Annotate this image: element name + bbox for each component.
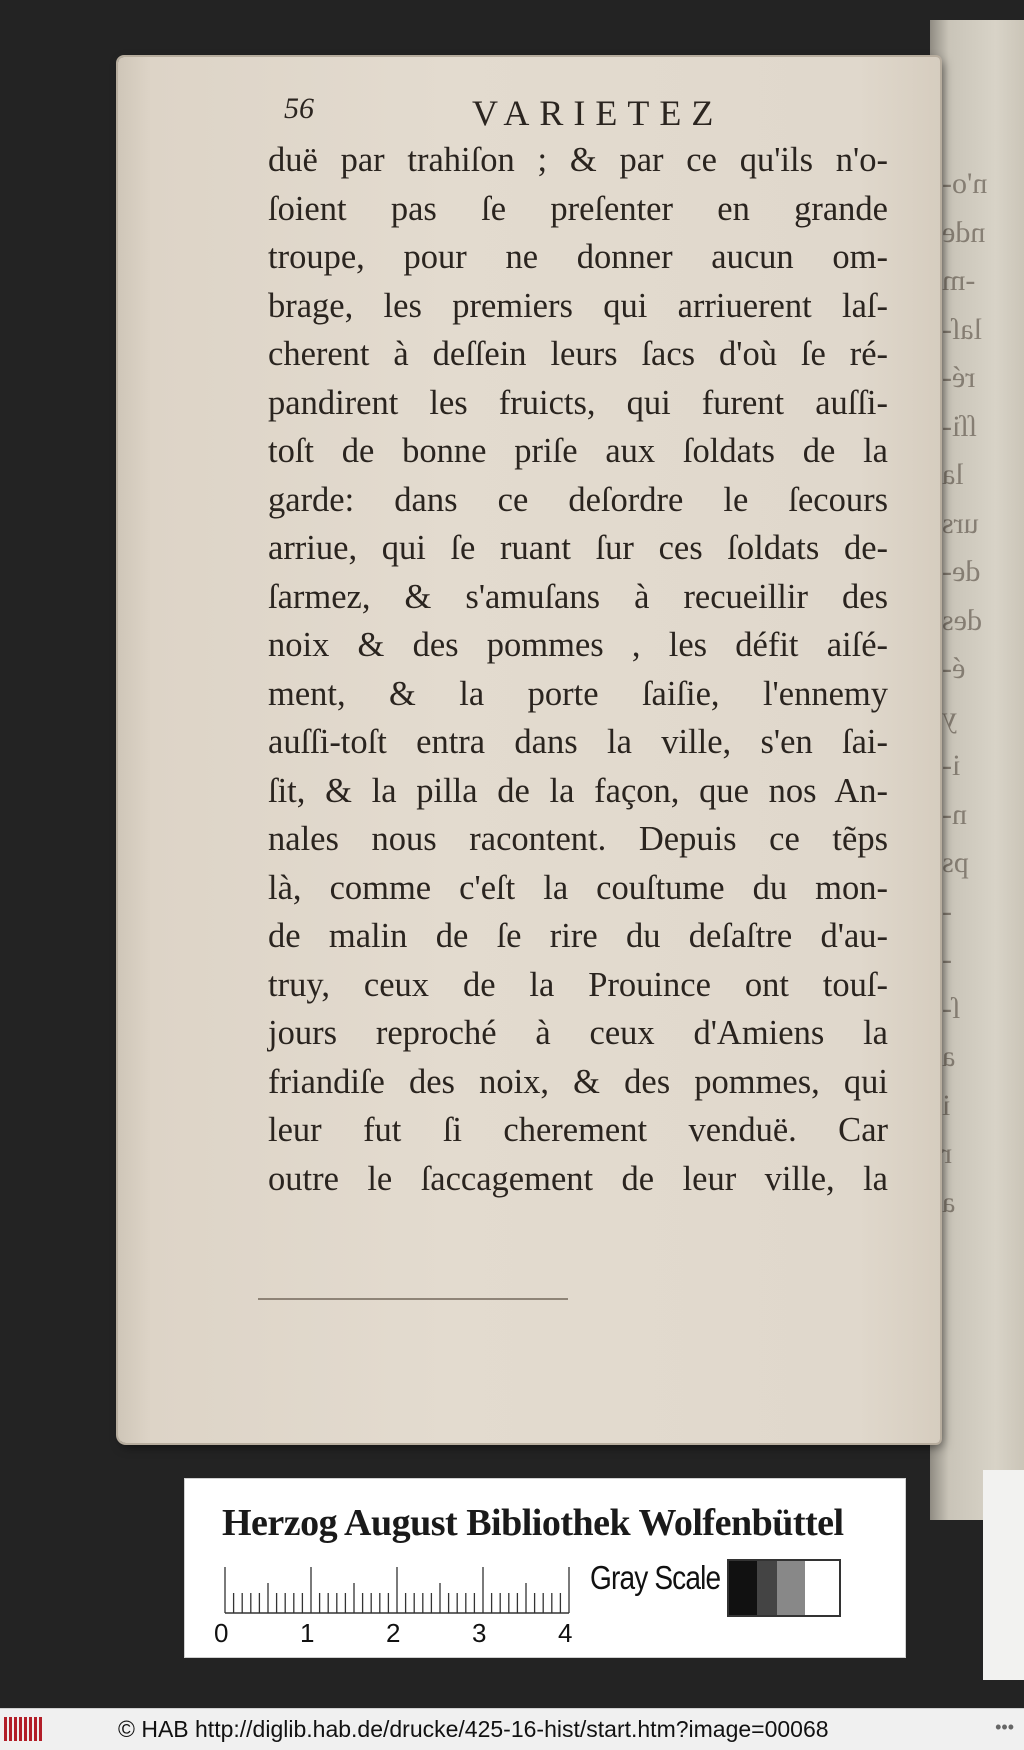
scale-number: 2 xyxy=(386,1618,401,1648)
scale-ruler xyxy=(223,1565,583,1625)
text-line: jours reproché à ceux d'Amiens la xyxy=(268,1014,888,1052)
text-line: leur fut ſi cherement venduë. Car xyxy=(268,1111,888,1149)
text-line: ſoient pas ſe preſenter en grande xyxy=(268,189,888,228)
text-line: nales nous racontent. Depuis ce tẽps xyxy=(268,820,888,858)
text-line: auſſi-toſt entra dans la ville, s'en ſai- xyxy=(268,723,888,761)
ellipsis-icon[interactable]: ••• xyxy=(995,1717,1014,1737)
gray-step xyxy=(757,1561,777,1615)
text-line: noix & des pommes , les défit aiſé- xyxy=(268,626,888,664)
text-line: toſt de bonne priſe aux ſoldats de la xyxy=(268,432,888,470)
text-line: de malin de ſe rire du deſaſtre d'au- xyxy=(268,917,888,955)
gray-step xyxy=(805,1561,839,1615)
text-line: truy, ceux de la Prouince ont touſ- xyxy=(268,965,888,1004)
scale-number: 4 xyxy=(558,1618,573,1648)
text-line: ſarmez, & s'amuſans à recueillir des xyxy=(268,577,888,616)
page-number: 56 xyxy=(284,92,314,125)
scale-number: 0 xyxy=(214,1618,229,1648)
text-line: garde: dans ce deſordre le ſecours xyxy=(268,480,888,519)
text-line: troupe, pour ne donner aucun om- xyxy=(268,238,888,276)
hab-logo-icon xyxy=(4,1717,44,1741)
text-line: arriue, qui ſe ruant ſur ces ſoldats de- xyxy=(268,529,888,567)
page-rule xyxy=(258,1298,568,1300)
text-line: là, comme c'eſt la couſtume du mon- xyxy=(268,868,888,907)
page-header xyxy=(282,92,882,140)
footer-copyright-link[interactable]: © HAB http://diglib.hab.de/drucke/425-16-hist/start.htm?image=00068 xyxy=(118,1716,829,1742)
text-line: ment, & la porte ſaiſie, l'ennemy xyxy=(268,674,888,713)
text-line: friandiſe des noix, & des pommes, qui xyxy=(268,1062,888,1101)
scale-number: 1 xyxy=(300,1618,315,1648)
gray-scale-label: Gray Scale xyxy=(590,1559,721,1596)
facing-page-fragments: n'o- nde -m laſ- ré- ſſi- la urs de- des é- y i- n- ps - - ſ- a i r a xyxy=(942,167,988,1219)
text-line: pandirent les fruicts, qui furent auſſi- xyxy=(268,383,888,422)
facing-color-card xyxy=(983,1470,1024,1680)
gray-step xyxy=(777,1561,805,1615)
facing-page xyxy=(930,20,1024,1520)
gray-step xyxy=(729,1561,757,1615)
card-title: Herzog August Bibliothek Wolfenbüttel xyxy=(222,1502,844,1544)
text-line: cherent à deſſein leurs ſacs d'où ſe ré- xyxy=(268,335,888,373)
page-body-text xyxy=(268,136,888,1203)
text-line: duë par trahiſon ; & par ce qu'ils n'o- xyxy=(268,141,888,179)
running-title: VARIETEZ xyxy=(472,93,724,133)
viewer-footer xyxy=(0,1708,1024,1750)
scale-number: 3 xyxy=(472,1618,487,1648)
text-line: ſit, & la pilla de la façon, que nos An- xyxy=(268,771,888,810)
color-reference-card xyxy=(184,1478,906,1658)
gray-scale-swatch xyxy=(727,1559,841,1617)
text-line: outre le ſaccagement de leur ville, la xyxy=(268,1159,888,1198)
text-line: brage, les premiers qui arriuerent laſ- xyxy=(268,286,888,325)
